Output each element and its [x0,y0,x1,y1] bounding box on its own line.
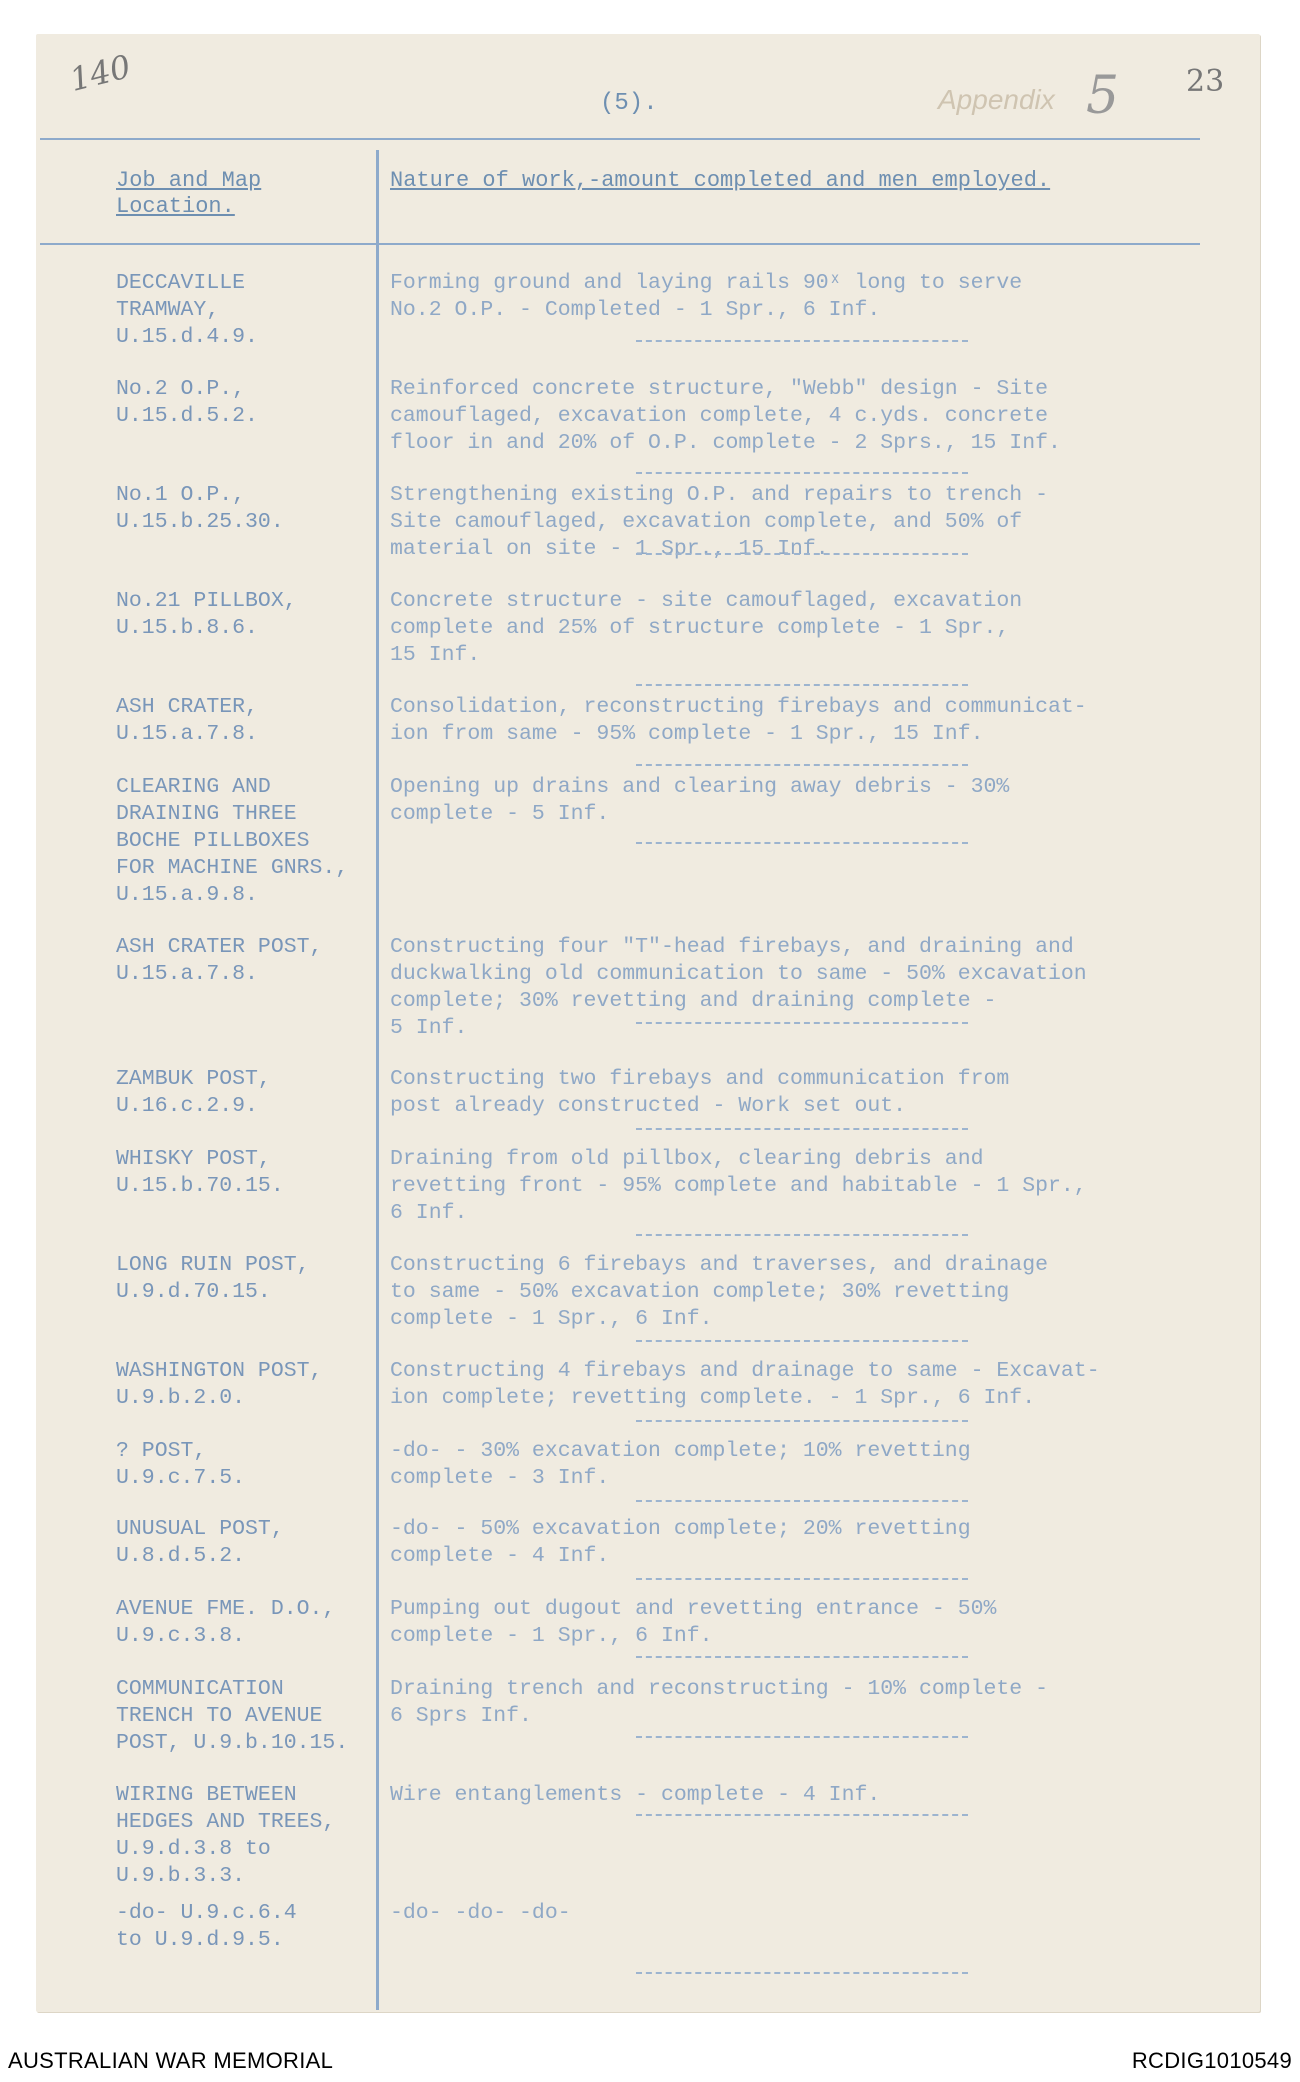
work-description: Consolidation, reconstructing firebays and communicat- ion from same - 95% complete - 1 Spr., 15 Inf. [390,695,1087,746]
entry-separator [636,553,968,555]
job-location: WHISKY POST, U.15.b.70.15. [116,1147,284,1198]
work-description: Strengthening existing O.P. and repairs to trench - Site camouflaged, excavation complete, and 50% of material on site - 1 Spr., 15 Inf. [390,483,1049,561]
job-location: LONG RUIN POST, U.9.d.70.15. [116,1253,310,1304]
work-description: Constructing 4 firebays and drainage to same - Excavat- ion complete; revetting complete. - 1 Spr., 6 Inf. [390,1359,1100,1410]
work-description: Opening up drains and clearing away debris - 30% complete - 5 Inf. [390,775,1010,826]
job-location: DECCAVILLE TRAMWAY, U.15.d.4.9. [116,271,258,349]
entry-separator [636,1578,968,1580]
job-location: AVENUE FME. D.O., U.9.c.3.8. [116,1597,336,1648]
footer-institution: AUSTRALIAN WAR MEMORIAL [8,2048,334,2073]
entry-separator [636,1814,968,1816]
work-description: -do- - 30% excavation complete; 10% revetting complete - 3 Inf. [390,1439,971,1490]
entry-separator [636,842,968,844]
top-rule [40,138,1200,140]
column-header-location: Job and Map Location. [116,168,262,219]
job-location: ASH CRATER, U.15.a.7.8. [116,695,258,746]
work-description: Constructing two firebays and communication from post already constructed - Work set out. [390,1067,1010,1118]
entry-separator [636,340,968,342]
footer-record-id: RCDIG1010549 [1131,2048,1292,2073]
job-location: COMMUNICATION TRENCH TO AVENUE POST, U.9.b.10.15. [116,1677,349,1755]
appendix-stamp: Appendix [938,84,1055,115]
entry-separator [636,684,968,686]
job-location: WIRING BETWEEN HEDGES AND TREES, U.9.d.3.8 to U.9.b.3.3. [116,1783,336,1888]
entry-separator [636,1500,968,1502]
job-location: ZAMBUK POST, U.16.c.2.9. [116,1067,271,1118]
job-location: No.21 PILLBOX, U.15.b.8.6. [116,589,297,640]
appendix-number: 5 [1086,66,1120,126]
job-location: ASH CRATER POST, U.15.a.7.8. [116,935,323,986]
job-location: No.2 O.P., U.15.d.5.2. [116,377,258,428]
entry-separator [636,1340,968,1342]
job-location: WASHINGTON POST, U.9.b.2.0. [116,1359,323,1410]
entry-separator [636,1972,968,1974]
work-description: Wire entanglements - complete - 4 Inf. [390,1783,881,1807]
typed-page-number: (5). [600,90,658,117]
job-location: CLEARING AND DRAINING THREE BOCHE PILLBOXES FOR MACHINE GNRS., U.15.a.9.8. [116,775,349,907]
work-description: Concrete structure - site camouflaged, excavation complete and 25% of structure complete - 1 Spr., 15 Inf. [390,589,1023,667]
work-description: -do- -do- -do- [390,1901,571,1925]
work-description: Draining from old pillbox, clearing debris and revetting front - 95% complete and habitable - 1 Spr., 6 Inf. [390,1147,1087,1225]
entry-separator [636,1128,968,1130]
work-description: Constructing four "T"-head firebays, and draining and duckwalking old communication to same - 50% excavation complete; 30% revetting and draining complete - 5 Inf. [390,935,1087,1040]
column-header-work: Nature of work,-amount completed and men employed. [390,168,1051,193]
work-description: -do- - 50% excavation complete; 20% revetting complete - 4 Inf. [390,1517,971,1568]
job-location: -do- U.9.c.6.4 to U.9.d.9.5. [116,1901,297,1952]
handwritten-folio-number: 140 [66,47,135,99]
work-description: Reinforced concrete structure, "Webb" design - Site camouflaged, excavation complete, 4 c.yds. concrete floor in and 20% of O.P. complete - 2 Sprs., 15 Inf. [390,377,1061,455]
work-description: Pumping out dugout and revetting entrance - 50% complete - 1 Spr., 6 Inf. [390,1597,997,1648]
entry-separator [636,1022,968,1024]
entry-separator [636,1736,968,1738]
job-location: ? POST, U.9.c.7.5. [116,1439,246,1490]
job-location: UNUSUAL POST, U.8.d.5.2. [116,1517,284,1568]
entry-separator [636,1656,968,1658]
header-rule [40,243,1200,245]
entry-separator [636,764,968,766]
entry-separator [636,1234,968,1236]
entry-separator [636,472,968,474]
entry-separator [636,1420,968,1422]
work-description: Forming ground and laying rails 90ˣ long to serve No.2 O.P. - Completed - 1 Spr., 6 Inf. [390,271,1023,322]
work-description: Draining trench and reconstructing - 10% complete - 6 Sprs Inf. [390,1677,1049,1728]
job-location: No.1 O.P., U.15.b.25.30. [116,483,284,534]
handwritten-page-number: 23 [1186,64,1225,99]
work-description: Constructing 6 firebays and traverses, and drainage to same - 50% excavation complete; 30% revetting complete - 1 Spr., 6 Inf. [390,1253,1049,1331]
